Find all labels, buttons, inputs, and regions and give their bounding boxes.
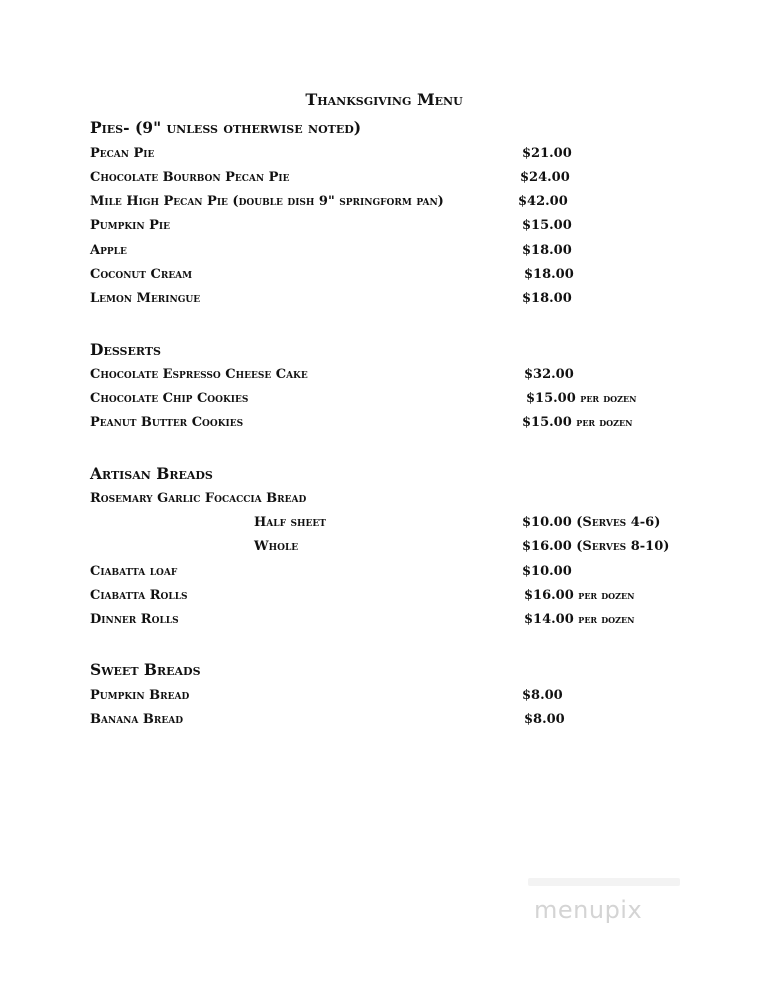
- item-name: Peanut Butter Cookies: [90, 415, 244, 430]
- menu-item: [90, 170, 690, 188]
- item-price: $18.00: [522, 243, 572, 258]
- item-price: $8.00: [522, 688, 563, 703]
- menu-title: Thanksgiving Menu: [305, 90, 463, 109]
- price-amount: $16.00: [524, 588, 574, 603]
- item-name: Ciabatta loaf: [90, 564, 178, 579]
- menu-item: [90, 146, 690, 164]
- menu-item: [90, 267, 690, 285]
- item-price: $18.00: [522, 291, 572, 306]
- menu-item: [90, 218, 690, 236]
- item-name: Pumpkin Pie: [90, 218, 170, 233]
- item-name: Chocolate Espresso Cheese Cake: [90, 367, 308, 382]
- item-name: Pecan Pie: [90, 146, 155, 161]
- item-price: [524, 588, 634, 603]
- item-price: [526, 391, 636, 406]
- section-heading-artisan-breads: Artisan Breads: [90, 464, 213, 483]
- menu-item: [90, 367, 690, 385]
- menu-item: [90, 291, 690, 309]
- item-name: Lemon Meringue: [90, 291, 201, 306]
- menu-item: [90, 243, 690, 261]
- watermark-faint-band: [528, 878, 680, 886]
- price-unit: per dozen: [578, 588, 635, 602]
- item-price: $8.00: [524, 712, 565, 727]
- item-price: $18.00: [524, 267, 574, 282]
- price-unit: per dozen: [578, 612, 635, 626]
- item-name: Chocolate Bourbon Pecan Pie: [90, 170, 290, 185]
- item-price: $10.00: [522, 564, 572, 579]
- section-heading-pies: Pies- (9" unless otherwise noted): [90, 118, 362, 137]
- option-name: Whole: [254, 539, 299, 554]
- item-name: Mile High Pecan Pie (double dish 9" springform pan): [90, 194, 444, 209]
- item-price: $42.00: [518, 194, 568, 209]
- menu-item: [90, 612, 690, 630]
- item-name: Pumpkin Bread: [90, 688, 190, 703]
- price-amount: $14.00: [524, 612, 574, 627]
- item-price: [522, 415, 632, 430]
- section-heading-desserts: Desserts: [90, 340, 161, 359]
- option-name: Half sheet: [254, 515, 326, 530]
- price-amount: $15.00: [522, 415, 572, 430]
- item-price: $24.00: [520, 170, 570, 185]
- menu-item: [90, 688, 690, 706]
- menu-item-option: [90, 539, 690, 557]
- menu-item: [90, 194, 690, 212]
- item-name: Ciabatta Rolls: [90, 588, 188, 603]
- price-unit: per dozen: [576, 415, 633, 429]
- item-name: Chocolate Chip Cookies: [90, 391, 249, 406]
- item-name: Dinner Rolls: [90, 612, 179, 627]
- item-price: $10.00 (Serves 4-6): [522, 515, 661, 530]
- menu-item: [90, 588, 690, 606]
- menu-item: [90, 391, 690, 409]
- item-name: Rosemary Garlic Focaccia Bread: [90, 491, 307, 506]
- menu-item-option: [90, 515, 690, 533]
- item-name: Apple: [90, 243, 127, 258]
- price-unit: per dozen: [580, 391, 637, 405]
- item-price: $16.00 (Serves 8-10): [522, 539, 670, 554]
- section-heading-sweet-breads: Sweet Breads: [90, 660, 201, 679]
- watermark-logo: menupix: [534, 896, 643, 924]
- item-price: [524, 612, 634, 627]
- menu-item: [90, 415, 690, 433]
- price-amount: $15.00: [526, 391, 576, 406]
- item-name: Banana Bread: [90, 712, 184, 727]
- menu-item: [90, 564, 690, 582]
- item-price: $32.00: [524, 367, 574, 382]
- item-name: Coconut Cream: [90, 267, 193, 282]
- menu-item: [90, 712, 690, 730]
- item-price: $21.00: [522, 146, 572, 161]
- menu-item: [90, 491, 690, 509]
- item-price: $15.00: [522, 218, 572, 233]
